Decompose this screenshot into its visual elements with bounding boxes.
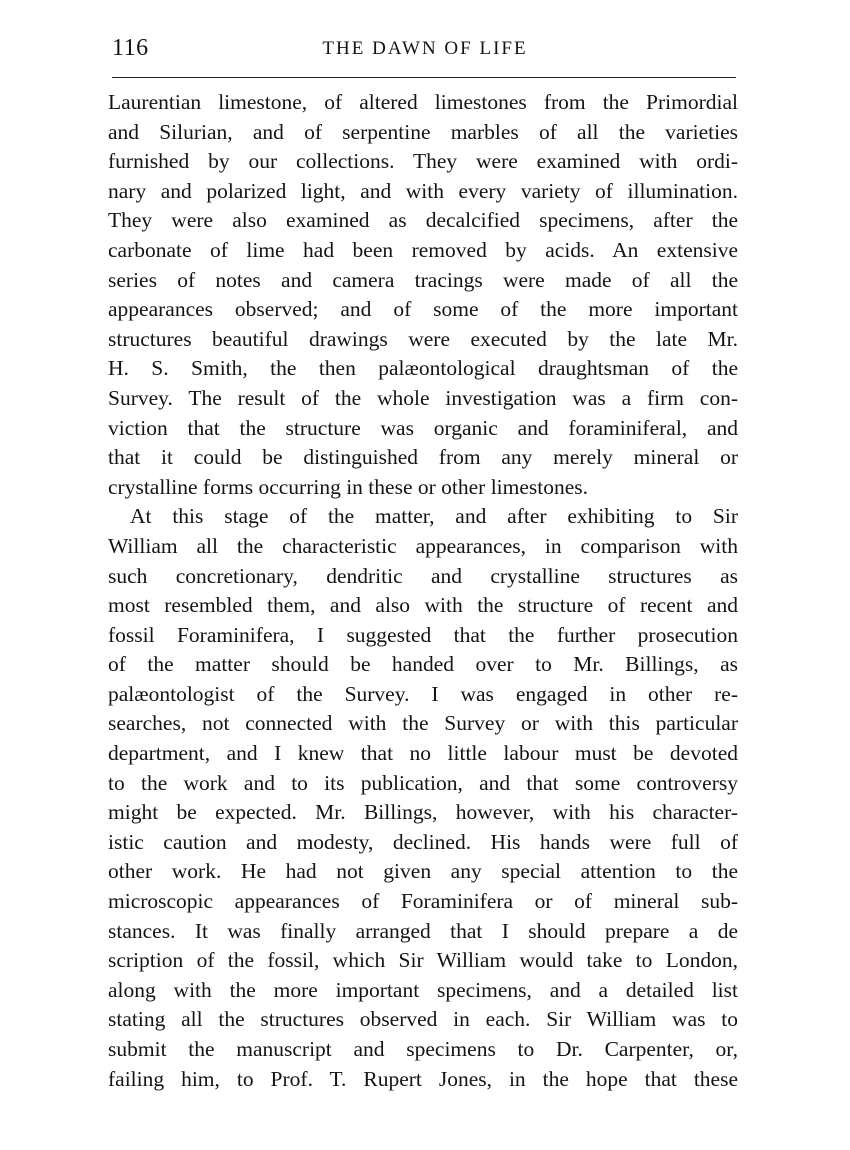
text-line: scription of the fossil, which Sir William would take to London,	[108, 948, 738, 973]
text-line: William all the characteristic appearances, in comparison with	[108, 533, 738, 558]
body-text	[108, 88, 738, 1094]
text-line: appearances observed; and of some of the more important	[108, 297, 738, 322]
text-line: to the work and to its publication, and that some controversy	[108, 770, 738, 795]
text-line: Laurentian limestone, of altered limestones from the Primordial	[108, 90, 738, 114]
text-line: H. S. Smith, the then palæontological draughtsman of the	[108, 356, 738, 381]
paragraph-2	[108, 502, 738, 1094]
text-line: nary and polarized light, and with every variety of illumination.	[108, 178, 738, 203]
text-line: series of notes and camera tracings were made of all the	[108, 267, 738, 292]
text-line: such concretionary, dendritic and crystalline structures as	[108, 563, 738, 588]
text-line: structures beautiful drawings were executed by the late Mr.	[108, 326, 738, 351]
text-line: crystalline forms occurring in these or other limestones.	[108, 474, 589, 499]
text-line: They were also examined as decalcified specimens, after the	[108, 208, 738, 233]
text-line: istic caution and modesty, declined. His hands were full of	[108, 829, 738, 854]
text-line: viction that the structure was organic and foraminiferal, and	[108, 415, 738, 440]
text-line: microscopic appearances of Foraminifera or of mineral sub-	[108, 889, 738, 914]
text-line: and Silurian, and of serpentine marbles of all the varieties	[108, 119, 738, 144]
text-line: other work. He had not given any special attention to the	[108, 859, 738, 884]
paragraph-1	[108, 88, 738, 502]
text-line: most resembled them, and also with the structure of recent and	[108, 593, 738, 618]
text-line: searches, not connected with the Survey or with this particular	[108, 711, 738, 736]
text-line: stances. It was finally arranged that I should prepare a de	[108, 918, 738, 943]
text-line: of the matter should be handed over to Mr. Billings, as	[108, 652, 738, 677]
text-line: Survey. The result of the whole investigation was a firm con-	[108, 385, 738, 410]
text-line: submit the manuscript and specimens to Dr. Carpenter, or,	[108, 1037, 738, 1061]
text-line: fossil Foraminifera, I suggested that the further prosecution	[108, 622, 738, 647]
text-line: stating all the structures observed in each. Sir William was to	[108, 1007, 738, 1032]
text-line: that it could be distinguished from any merely mineral or	[108, 445, 738, 470]
running-head	[112, 34, 738, 62]
text-line: carbonate of lime had been removed by acids. An extensive	[108, 237, 738, 262]
text-line: furnished by our collections. They were examined with ordi-	[108, 149, 738, 174]
text-line: department, and I knew that no little labour must be devoted	[108, 741, 738, 766]
page-number: 116	[112, 35, 149, 61]
running-title: THE DAWN OF LIFE	[322, 38, 528, 59]
text-line: At this stage of the matter, and after exhibiting to Sir	[130, 504, 738, 529]
text-line: failing him, to Prof. T. Rupert Jones, in the hope that these	[108, 1066, 738, 1091]
header-rule	[112, 77, 736, 78]
text-line: might be expected. Mr. Billings, however, with his character-	[108, 800, 738, 825]
text-line: along with the more important specimens, and a detailed list	[108, 977, 738, 1002]
text-line: palæontologist of the Survey. I was engaged in other re-	[108, 681, 738, 706]
